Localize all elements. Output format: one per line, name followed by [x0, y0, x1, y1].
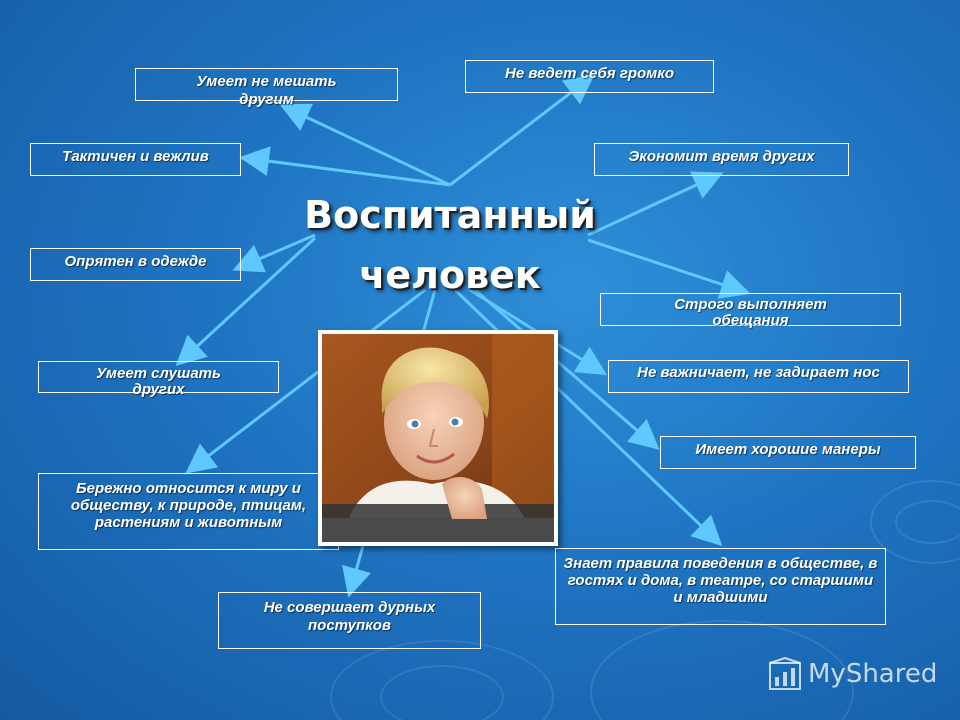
box-ne-gromko: Не ведет себя громко: [465, 60, 714, 93]
box-ne-meshat: Умеет не мешать другим: [135, 68, 398, 101]
box-vazhnichaet: Не важничает, не задирает нос: [608, 360, 909, 393]
box-opryaten: Опрятен в одежде: [30, 248, 241, 281]
box-manery: Имеет хорошие манеры: [660, 436, 916, 469]
myshared-logo-icon: [768, 657, 802, 691]
box-durnyh: Не совершает дурных поступков: [218, 592, 481, 649]
box-obeshchaniya: Строго выполняет обещания: [600, 293, 901, 326]
arrow-to-obeshchaniya: [588, 240, 745, 292]
watermark: [768, 656, 937, 692]
box-berezhno: Бережно относится к миру и обществу, к природе, птицам, растениям и животным: [38, 473, 339, 550]
arrow-to-ekonomit: [588, 175, 718, 235]
arrow-to-ne-gromko: [450, 78, 590, 185]
watermark-text: MyShared: [808, 659, 938, 689]
title-line-1: Воспитанный: [304, 193, 596, 237]
box-pravila: Знает правила поведения в обществе, в гостях и дома, в театре, со старшими и младшими: [555, 548, 886, 625]
box-ekonomit: Экономит время других: [594, 143, 849, 176]
boy-illustration: [322, 334, 554, 542]
box-slushat: Умеет слушать других: [38, 361, 279, 393]
slide-title: [300, 185, 600, 305]
boy-photo: [318, 330, 558, 546]
box-taktichen: Тактичен и вежлив: [30, 143, 241, 176]
title-line-2: человек: [359, 253, 541, 297]
